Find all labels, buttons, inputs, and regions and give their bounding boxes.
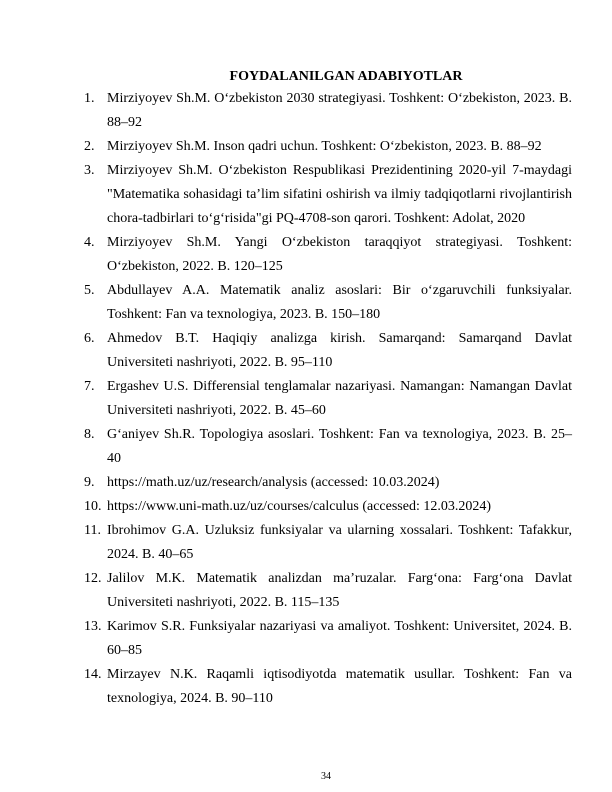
reference-number: 9. (84, 475, 95, 490)
reference-number: 6. (84, 331, 95, 346)
reference-number: 13. (84, 619, 102, 634)
reference-item (84, 423, 572, 471)
reference-number: 8. (84, 427, 95, 442)
reference-number: 11. (84, 523, 101, 538)
reference-text: Ahmedov B.T. Haqiqiy analizga kirish. Samarqand: Samarqand Davlat Universiteti nashriyoti, 2022. B. 95–110 (107, 331, 572, 370)
reference-text: https://math.uz/uz/research/analysis (accessed: 10.03.2024) (107, 475, 440, 490)
reference-item (84, 327, 572, 375)
reference-text: Ergashev U.S. Differensial tenglamalar nazariyasi. Namangan: Namangan Davlat Universiteti nashriyoti, 2022. B. 45–60 (107, 379, 572, 418)
reference-text: Karimov S.R. Funksiyalar nazariyasi va amaliyot. Toshkent: Universitet, 2024. B. 60–85 (107, 619, 572, 658)
reference-number: 12. (84, 571, 102, 586)
reference-item (84, 519, 572, 567)
reference-number: 14. (84, 667, 102, 682)
reference-text: G‘aniyev Sh.R. Topologiya asoslari. Toshkent: Fan va texnologiya, 2023. B. 25–40 (107, 427, 572, 466)
reference-text: Ibrohimov G.A. Uzluksiz funksiyalar va ularning xossalari. Toshkent: Tafakkur, 2024. B. 40–65 (107, 523, 572, 562)
reference-text: Abdullayev A.A. Matematik analiz asoslari: Bir o‘zgaruvchili funksiyalar. Toshkent: Fan va texnologiya, 2023. B. 150–180 (107, 283, 572, 322)
reference-item (84, 567, 572, 615)
reference-text: Mirziyoyev Sh.M. Yangi O‘zbekiston taraqqiyot strategiyasi. Toshkent: O‘zbekiston, 2022. B. 120–125 (107, 235, 572, 274)
page-number: 34 (321, 771, 331, 782)
reference-number: 2. (84, 139, 95, 154)
reference-number: 1. (84, 91, 95, 106)
reference-item (84, 615, 572, 663)
reference-number: 4. (84, 235, 95, 250)
reference-item (84, 159, 572, 231)
reference-text: Mirziyoyev Sh.M. O‘zbekiston Respublikasi Prezidentining 2020-yil 7-maydagi "Matematika sohasidagi ta’lim sifatini oshirish va ilmiy tadqiqotlarni rivojlantirish chora-tadbirlari to‘g‘risida"gi PQ-4708-son qarori. Toshkent: Adolat, 2020 (107, 163, 572, 226)
reference-list (84, 87, 572, 711)
reference-item (84, 375, 572, 423)
reference-text: Mirziyoyev Sh.M. O‘zbekiston 2030 strategiyasi. Toshkent: O‘zbekiston, 2023. B. 88–92 (107, 91, 572, 130)
reference-item (84, 135, 572, 159)
reference-item (84, 231, 572, 279)
reference-number: 7. (84, 379, 95, 394)
reference-text: Mirzayev N.K. Raqamli iqtisodiyotda matematik usullar. Toshkent: Fan va texnologiya, 2024. B. 90–110 (107, 667, 572, 706)
reference-item (84, 87, 572, 135)
reference-item (84, 471, 572, 495)
reference-text: Mirziyoyev Sh.M. Inson qadri uchun. Toshkent: O‘zbekiston, 2023. B. 88–92 (107, 139, 542, 154)
reference-number: 3. (84, 163, 95, 178)
bibliography-heading: FOYDALANILGAN ADABIYOTLAR (229, 69, 463, 84)
reference-item (84, 495, 572, 519)
reference-item (84, 279, 572, 327)
reference-number: 10. (84, 499, 102, 514)
reference-text: https://www.uni-math.uz/uz/courses/calculus (accessed: 12.03.2024) (107, 499, 491, 514)
reference-text: Jalilov M.K. Matematik analizdan ma’ruzalar. Farg‘ona: Farg‘ona Davlat Universiteti nashriyoti, 2022. B. 115–135 (107, 571, 572, 610)
reference-item (84, 663, 572, 711)
reference-number: 5. (84, 283, 95, 298)
